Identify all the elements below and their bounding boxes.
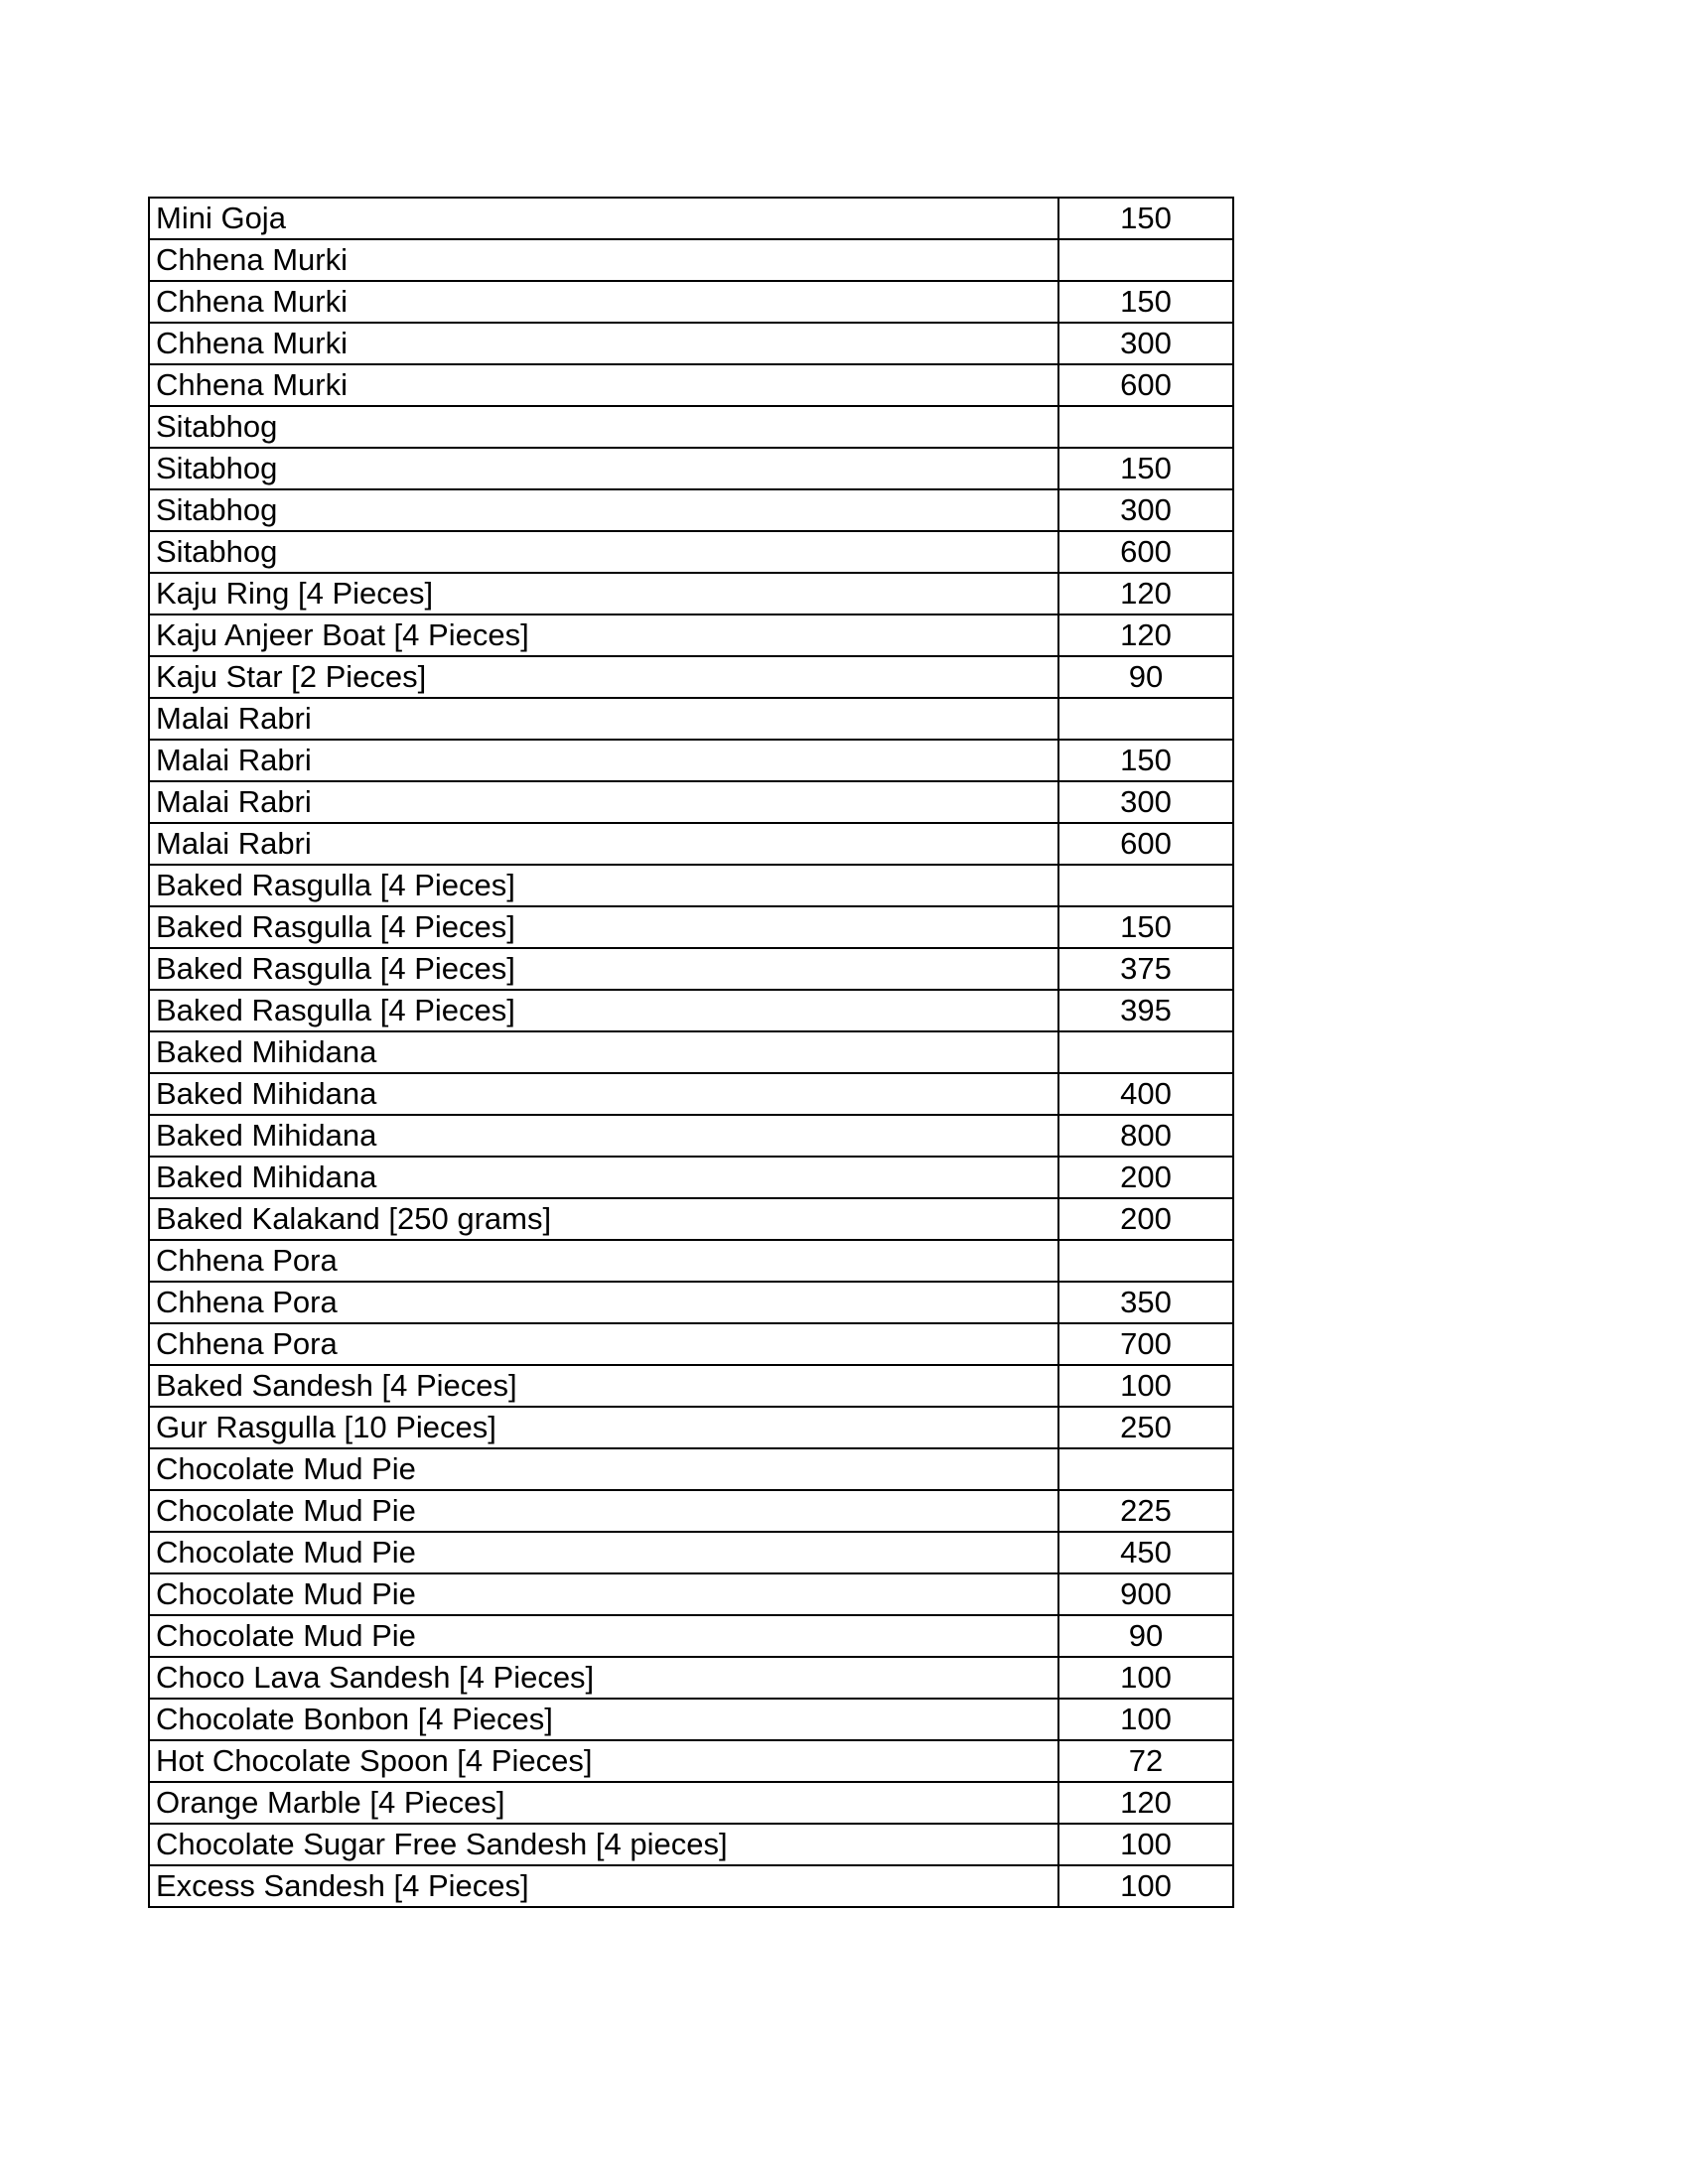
item-name-cell: Chhena Pora	[149, 1282, 1058, 1323]
table-row	[149, 740, 1233, 781]
item-price-cell: 300	[1058, 781, 1233, 823]
table-row	[149, 531, 1233, 573]
item-name-cell: Baked Mihidana	[149, 1115, 1058, 1157]
item-name-cell: Chhena Murki	[149, 364, 1058, 406]
table-row	[149, 448, 1233, 489]
table-row	[149, 364, 1233, 406]
table-row	[149, 1031, 1233, 1073]
table-row	[149, 1407, 1233, 1448]
table-row	[149, 1282, 1233, 1323]
item-name-cell: Orange Marble [4 Pieces]	[149, 1782, 1058, 1824]
item-name-cell: Malai Rabri	[149, 823, 1058, 865]
item-price-cell: 395	[1058, 990, 1233, 1031]
table-row	[149, 823, 1233, 865]
item-name-cell: Sitabhog	[149, 489, 1058, 531]
table-row	[149, 1323, 1233, 1365]
item-name-cell: Chocolate Mud Pie	[149, 1490, 1058, 1532]
item-price-cell: 150	[1058, 740, 1233, 781]
table-row	[149, 1198, 1233, 1240]
item-name-cell: Chocolate Mud Pie	[149, 1573, 1058, 1615]
table-row	[149, 990, 1233, 1031]
item-price-cell: 350	[1058, 1282, 1233, 1323]
table-row	[149, 1157, 1233, 1198]
item-name-cell: Excess Sandesh [4 Pieces]	[149, 1865, 1058, 1907]
item-price-cell: 200	[1058, 1157, 1233, 1198]
item-price-cell: 600	[1058, 823, 1233, 865]
table-row	[149, 1740, 1233, 1782]
item-price-cell: 90	[1058, 1615, 1233, 1657]
item-price-cell: 150	[1058, 448, 1233, 489]
table-row	[149, 489, 1233, 531]
item-price-cell	[1058, 239, 1233, 281]
item-price-cell: 250	[1058, 1407, 1233, 1448]
item-name-cell: Choco Lava Sandesh [4 Pieces]	[149, 1657, 1058, 1699]
item-price-cell: 120	[1058, 1782, 1233, 1824]
table-row	[149, 1782, 1233, 1824]
item-name-cell: Chocolate Sugar Free Sandesh [4 pieces]	[149, 1824, 1058, 1865]
item-name-cell: Kaju Anjeer Boat [4 Pieces]	[149, 614, 1058, 656]
item-price-cell: 800	[1058, 1115, 1233, 1157]
table-row	[149, 239, 1233, 281]
table-row	[149, 198, 1233, 239]
table-row	[149, 1824, 1233, 1865]
item-name-cell: Kaju Star [2 Pieces]	[149, 656, 1058, 698]
item-name-cell: Chocolate Mud Pie	[149, 1448, 1058, 1490]
item-name-cell: Baked Mihidana	[149, 1157, 1058, 1198]
item-price-cell: 700	[1058, 1323, 1233, 1365]
item-price-cell: 900	[1058, 1573, 1233, 1615]
item-price-cell: 300	[1058, 323, 1233, 364]
table-row	[149, 865, 1233, 906]
table-row	[149, 781, 1233, 823]
table-row	[149, 1490, 1233, 1532]
table-row	[149, 906, 1233, 948]
item-price-cell: 600	[1058, 531, 1233, 573]
item-price-cell	[1058, 865, 1233, 906]
table-row	[149, 1532, 1233, 1573]
item-name-cell: Chocolate Mud Pie	[149, 1532, 1058, 1573]
table-row	[149, 406, 1233, 448]
item-name-cell: Baked Mihidana	[149, 1031, 1058, 1073]
item-name-cell: Sitabhog	[149, 448, 1058, 489]
item-price-cell: 200	[1058, 1198, 1233, 1240]
item-price-cell: 150	[1058, 281, 1233, 323]
item-price-cell: 100	[1058, 1699, 1233, 1740]
item-name-cell: Chocolate Mud Pie	[149, 1615, 1058, 1657]
table-row	[149, 1573, 1233, 1615]
item-price-cell: 100	[1058, 1365, 1233, 1407]
item-name-cell: Malai Rabri	[149, 698, 1058, 740]
item-price-cell: 100	[1058, 1657, 1233, 1699]
item-price-cell: 120	[1058, 573, 1233, 614]
table-row	[149, 1240, 1233, 1282]
item-price-cell: 100	[1058, 1865, 1233, 1907]
item-name-cell: Chhena Murki	[149, 239, 1058, 281]
item-name-cell: Malai Rabri	[149, 781, 1058, 823]
item-name-cell: Mini Goja	[149, 198, 1058, 239]
item-name-cell: Chocolate Bonbon [4 Pieces]	[149, 1699, 1058, 1740]
item-price-cell: 375	[1058, 948, 1233, 990]
item-price-cell: 150	[1058, 906, 1233, 948]
item-name-cell: Chhena Murki	[149, 323, 1058, 364]
table-row	[149, 1699, 1233, 1740]
table-row	[149, 573, 1233, 614]
table-row	[149, 281, 1233, 323]
table-row	[149, 1615, 1233, 1657]
item-name-cell: Chhena Pora	[149, 1323, 1058, 1365]
item-name-cell: Sitabhog	[149, 406, 1058, 448]
table-row	[149, 656, 1233, 698]
table-row	[149, 1115, 1233, 1157]
table-row	[149, 1073, 1233, 1115]
table-row	[149, 1657, 1233, 1699]
item-price-cell: 90	[1058, 656, 1233, 698]
table-row	[149, 323, 1233, 364]
item-name-cell: Gur Rasgulla [10 Pieces]	[149, 1407, 1058, 1448]
table-row	[149, 614, 1233, 656]
table-row	[149, 1865, 1233, 1907]
item-name-cell: Sitabhog	[149, 531, 1058, 573]
item-price-cell: 100	[1058, 1824, 1233, 1865]
item-price-cell: 72	[1058, 1740, 1233, 1782]
item-price-cell: 225	[1058, 1490, 1233, 1532]
item-price-cell: 300	[1058, 489, 1233, 531]
item-price-cell: 600	[1058, 364, 1233, 406]
item-price-cell	[1058, 698, 1233, 740]
item-price-cell	[1058, 1448, 1233, 1490]
item-name-cell: Baked Mihidana	[149, 1073, 1058, 1115]
item-name-cell: Kaju Ring [4 Pieces]	[149, 573, 1058, 614]
item-price-cell: 400	[1058, 1073, 1233, 1115]
item-name-cell: Baked Rasgulla [4 Pieces]	[149, 948, 1058, 990]
item-price-cell	[1058, 406, 1233, 448]
table-row	[149, 1448, 1233, 1490]
item-name-cell: Baked Sandesh [4 Pieces]	[149, 1365, 1058, 1407]
table-row	[149, 1365, 1233, 1407]
item-price-cell: 120	[1058, 614, 1233, 656]
item-price-cell: 450	[1058, 1532, 1233, 1573]
item-name-cell: Baked Rasgulla [4 Pieces]	[149, 865, 1058, 906]
item-name-cell: Chhena Pora	[149, 1240, 1058, 1282]
table-row	[149, 948, 1233, 990]
item-price-cell	[1058, 1240, 1233, 1282]
item-name-cell: Baked Rasgulla [4 Pieces]	[149, 990, 1058, 1031]
item-name-cell: Baked Kalakand [250 grams]	[149, 1198, 1058, 1240]
item-name-cell: Chhena Murki	[149, 281, 1058, 323]
item-name-cell: Malai Rabri	[149, 740, 1058, 781]
item-price-cell: 150	[1058, 198, 1233, 239]
item-name-cell: Hot Chocolate Spoon [4 Pieces]	[149, 1740, 1058, 1782]
table-row	[149, 698, 1233, 740]
price-table-body	[149, 198, 1233, 1907]
price-table	[148, 197, 1234, 1908]
item-price-cell	[1058, 1031, 1233, 1073]
item-name-cell: Baked Rasgulla [4 Pieces]	[149, 906, 1058, 948]
